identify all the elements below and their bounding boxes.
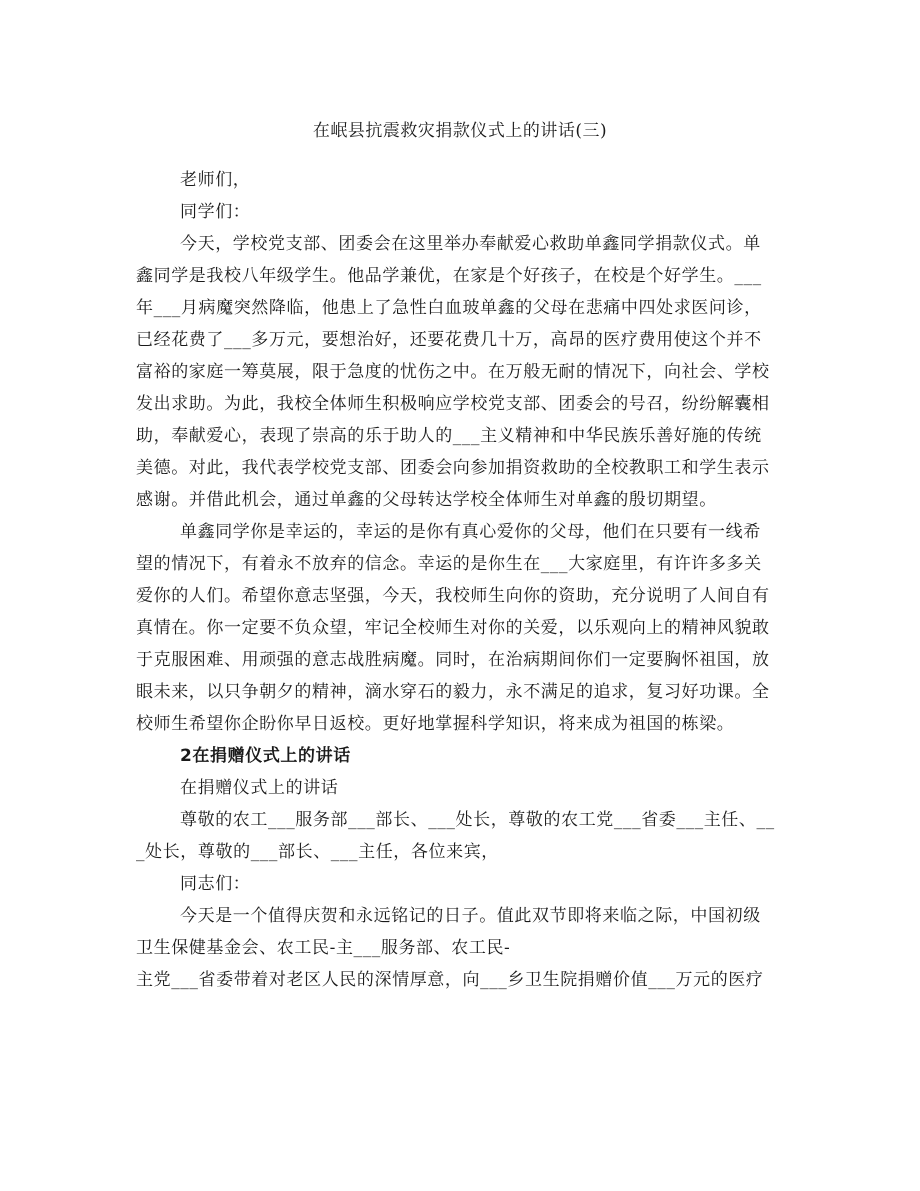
paragraph-line: 望的情况下，有着永不放弃的信念。幸运的是你生在___大家庭里，有许许多多关 (136, 554, 762, 574)
salutation-students: 同学们： (180, 202, 251, 222)
document-title: 在岷县抗震救灾捐款仪式上的讲话(三) (312, 121, 608, 141)
paragraph-line: 校师生希望你企盼你早日返校。更好地掌握科学知识，将来成为祖国的栋梁。 (136, 714, 735, 734)
paragraph-line: 眼未来，以只争朝夕的精神，滴水穿石的毅力，永不满足的追求，复习好功课。全 (136, 682, 770, 702)
paragraph-line: 富裕的家庭一筹莫展，限于急度的忧伤之中。在万般无耐的情况下，向社会、学校 (136, 362, 770, 382)
paragraph-line: 卫生保健基金会、农工民-主___服务部、农工民- (136, 938, 511, 958)
paragraph-line: 助，奉献爱心，表现了崇高的乐于助人的___主义精神和中华民族乐善好施的传统 (136, 426, 762, 446)
paragraph-line: 于克服困难、用顽强的意志战胜病魔。同时，在治病期间你们一定要胸怀祖国，放 (136, 650, 770, 670)
paragraph-line: 单鑫同学你是幸运的，幸运的是你有真心爱你的父母，他们在只要有一线希 (180, 522, 761, 542)
paragraph-1 (136, 228, 784, 516)
paragraph-3 (136, 804, 784, 868)
paragraph-line: 今天，学校党支部、团委会在这里举办奉献爱心救助单鑫同学捐款仪式。单 (180, 234, 761, 254)
salutation-comrades: 同志们： (180, 874, 251, 894)
paragraph-line: 已经花费了___多万元，要想治好，还要花费几十万，高昂的医疗费用使这个并不 (136, 330, 762, 350)
paragraph-line: 感谢。并借此机会，通过单鑫的父母转达学校全体师生对单鑫的殷切期望。 (136, 490, 717, 510)
paragraph-line: 鑫同学是我校八年级学生。他品学兼优，在家是个好孩子，在校是个好学生。___ (136, 266, 762, 286)
document-body (136, 164, 784, 996)
paragraph-line: 美德。对此，我代表学校党支部、团委会向参加捐资救助的全校教职工和学生表示 (136, 458, 770, 478)
paragraph-4 (136, 900, 784, 996)
section-heading: 2在捐赠仪式上的讲话 (180, 746, 351, 766)
paragraph-line: 今天是一个值得庆贺和永远铭记的日子。值此双节即将来临之际，中国初级 (180, 906, 761, 926)
paragraph-line: _处长，尊敬的___部长、___主任，各位来宾， (136, 842, 499, 862)
salutation-teachers: 老师们， (180, 170, 251, 190)
paragraph-line: 主党___省委带着对老区人民的深情厚意，向___乡卫生院捐赠价值___万元的医疗 (136, 970, 764, 990)
paragraph-line: 年___月病魔突然降临，他患上了急性白血玻单鑫的父母在悲痛中四处求医问诊， (136, 298, 762, 318)
paragraph-line: 爱你的人们。希望你意志坚强，今天，我校师生向你的资助，充分说明了人间自有 (136, 586, 770, 606)
paragraph-line: 发出求助。为此，我校全体师生积极响应学校党支部、团委会的号召，纷纷解囊相 (136, 394, 770, 414)
section-subtitle: 在捐赠仪式上的讲话 (180, 778, 339, 798)
paragraph-line: 真情在。你一定要不负众望，牢记全校师生对你的关爱，以乐观向上的精神风貌敢 (136, 618, 770, 638)
paragraph-2 (136, 516, 784, 740)
paragraph-line: 尊敬的农工___服务部___部长、___处长，尊敬的农工党___省委___主任、__ (180, 810, 775, 830)
